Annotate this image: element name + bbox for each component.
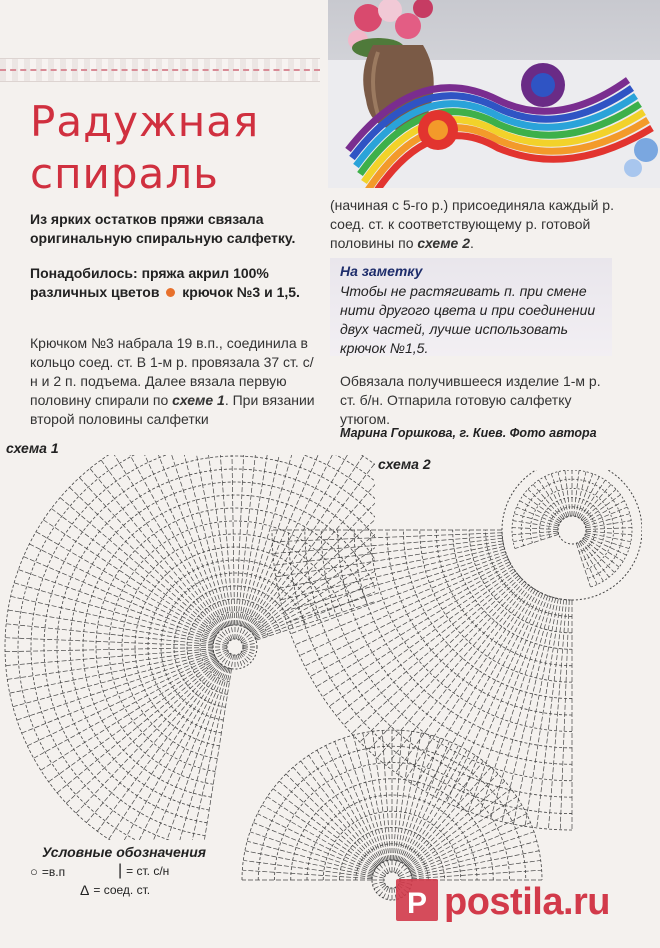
continuation-text-2: .	[470, 235, 474, 251]
legend-double-crochet-label: = ст. с/н	[126, 864, 170, 878]
chain-stitch-icon: ○	[30, 864, 38, 879]
svg-text:P: P	[406, 887, 428, 920]
bullet-dot-icon	[166, 288, 175, 297]
legend-slip-stitch-label: = соед. ст.	[93, 883, 151, 897]
article-title	[30, 96, 320, 200]
instructions-paragraph	[30, 334, 318, 429]
lead-paragraph: Из ярких остатков пряжи связала оригинальную спиральную салфетку.	[30, 211, 296, 246]
legend-title: Условные обозначения	[42, 844, 207, 860]
instructions-text-1: Крючком №3 набрала 19 в.п., соединила в кольцо соед. ст. В 1-м р. провязала 37 ст. с/н и 2 п. подъема. Далее вязала первую половину спирали по	[30, 335, 314, 408]
continuation-paragraph	[330, 196, 615, 253]
legend-item-double-crochet	[118, 862, 169, 880]
materials-paragraph	[30, 264, 315, 302]
legend-chain-label: =в.п	[41, 864, 66, 879]
postila-watermark	[392, 869, 660, 943]
title-line-2: спираль	[30, 149, 219, 198]
continuation-text-1: (начиная с 5-го р.) присоединяла каждый р. соед. ст. к соответствующему р. готовой половины по	[330, 197, 614, 251]
materials-suffix: крючок №3 и 1,5.	[182, 284, 300, 300]
scheme-2-label: схема 2	[378, 456, 431, 472]
title-line-1: Радужная	[30, 97, 260, 146]
scheme-1-label: схема 1	[6, 440, 59, 456]
double-crochet-icon: |	[118, 862, 123, 879]
author-credit: Марина Горшкова, г. Киев. Фото автора	[340, 426, 597, 440]
note-heading: На заметку	[340, 263, 423, 279]
doily-photo	[328, 0, 660, 188]
scheme-1-reference: схеме 1	[172, 392, 225, 408]
slip-stitch-icon: Δ	[80, 882, 90, 898]
note-text: Чтобы не растягивать п. при смене нити другого цвета и при соединении двух частей, лучше использовать крючок №1,5.	[340, 283, 596, 356]
instructions-text-2: . При вязании второй половины салфетки	[30, 392, 315, 427]
legend-item-slip-stitch	[80, 882, 150, 898]
watermark-text: postila.ru	[444, 881, 611, 923]
finishing-paragraph: Обвязала получившееся изделие 1-м р. ст. б/н. Отпарила готовую салфетку утюгом.	[340, 373, 601, 427]
materials-prefix: Понадобилось: пряжа акрил 100% различных цветов	[30, 265, 269, 300]
scheme-2-reference: схеме 2	[417, 235, 471, 251]
decorative-stitch-strip	[0, 58, 320, 82]
legend-item-chain	[30, 864, 65, 879]
